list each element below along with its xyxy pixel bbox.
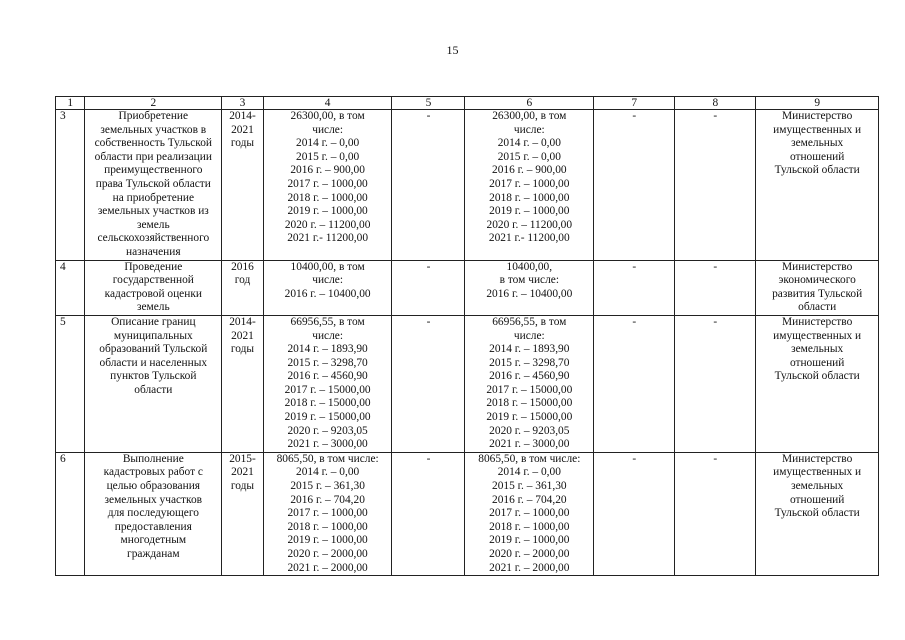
cell-line: 2021 г. – 2000,00: [287, 561, 368, 574]
cell-line: земель: [136, 301, 170, 314]
cell-line: 26300,00, в том: [290, 110, 365, 122]
cell-line: 8065,50, в том числе:: [276, 452, 379, 465]
table-row: [56, 452, 879, 575]
cell-line: 2017 г. – 1000,00: [489, 177, 570, 190]
cell-line: 2020 г. – 11200,00: [284, 218, 371, 231]
header-cell: 2: [85, 97, 222, 110]
cell-line: 2020 г. – 11200,00: [486, 218, 573, 231]
cell-line: 2017 г. – 15000,00: [284, 383, 371, 396]
column-7-cell: -: [594, 315, 675, 452]
cell-line: числе:: [312, 329, 344, 342]
cell-line: земельных участков из: [97, 205, 209, 218]
cell-line: 2014 г. – 1893,90: [489, 343, 570, 356]
row-number-cell: 3: [56, 110, 85, 261]
cell-line: области: [798, 301, 837, 314]
cell-line: 26300,00, в том: [492, 110, 567, 122]
executor-cell: [756, 260, 879, 315]
cell-line: сельскохозяйственного: [97, 232, 210, 245]
table-row: [56, 110, 879, 261]
cell-line: 2017 г. – 1000,00: [489, 507, 570, 520]
cell-line: числе:: [513, 123, 545, 136]
cell-line: имущественных и: [773, 329, 862, 342]
cell-line: 2016 г. – 704,20: [492, 493, 567, 506]
executor-cell: [756, 110, 879, 261]
cell-line: 2016: [231, 260, 254, 273]
program-table: [55, 96, 879, 576]
cell-line: Министерство: [782, 315, 853, 328]
cell-line: 2020 г. – 2000,00: [489, 548, 570, 560]
row-number-cell: 6: [56, 452, 85, 575]
cell-line: 2019 г. – 15000,00: [486, 411, 573, 424]
cell-line: 2021 г. – 3000,00: [489, 438, 570, 451]
cell-line: 66956,55, в том: [290, 315, 365, 328]
executor-cell: [756, 315, 879, 452]
cell-line: Тульской области: [774, 164, 860, 177]
cell-line: числе:: [312, 274, 344, 287]
table-row: [56, 260, 879, 315]
table-row: [56, 315, 879, 452]
cell-line: 2014-: [229, 110, 256, 122]
cell-line: 2017 г. – 1000,00: [287, 507, 368, 520]
cell-line: предоставления: [114, 520, 192, 533]
total-funding-cell: [263, 452, 392, 575]
cell-line: 2018 г. – 1000,00: [489, 520, 570, 533]
cell-line: кадастровой оценки: [104, 287, 202, 300]
cell-line: земельных участков: [104, 493, 203, 506]
header-cell: 1: [56, 97, 85, 110]
period-cell: [222, 452, 264, 575]
regional-budget-cell: [465, 110, 594, 261]
cell-line: Министерство: [782, 452, 853, 465]
cell-line: 2021 г.- 11200,00: [488, 232, 570, 245]
cell-line: 10400,00, в том: [290, 260, 365, 273]
cell-line: 2014 г. – 0,00: [296, 137, 360, 150]
activity-name-cell: [85, 315, 222, 452]
cell-line: 2015 г. – 361,30: [290, 480, 365, 493]
cell-line: гражданам: [127, 548, 180, 560]
cell-line: 2021 г.- 11200,00: [287, 232, 369, 245]
cell-line: Министерство: [782, 110, 853, 122]
cell-line: 2019 г. – 1000,00: [287, 205, 368, 218]
column-7-cell: -: [594, 452, 675, 575]
cell-line: 10400,00,: [506, 260, 553, 273]
cell-line: Выполнение: [122, 452, 184, 465]
cell-line: в том числе:: [499, 274, 559, 287]
cell-line: 2016 г. – 10400,00: [486, 287, 573, 300]
cell-line: Описание границ: [111, 315, 196, 328]
cell-line: Проведение: [124, 260, 183, 273]
cell-line: Приобретение: [118, 110, 189, 122]
cell-line: 2014 г. – 0,00: [497, 137, 561, 150]
cell-line: 2017 г. – 1000,00: [287, 177, 368, 190]
cell-line: 2014-: [229, 315, 256, 328]
column-8-cell: -: [675, 110, 756, 261]
column-7-cell: -: [594, 110, 675, 261]
cell-line: имущественных и: [773, 466, 862, 479]
cell-line: 2019 г. – 1000,00: [489, 534, 570, 547]
period-cell: [222, 260, 264, 315]
cell-line: 2015 г. – 3298,70: [287, 356, 368, 369]
column-5-cell: -: [392, 110, 465, 261]
cell-line: отношений: [789, 150, 845, 163]
regional-budget-cell: [465, 452, 594, 575]
total-funding-cell: [263, 315, 392, 452]
cell-line: 2018 г. – 15000,00: [284, 397, 371, 410]
cell-line: годы: [230, 343, 255, 356]
cell-line: имущественных и: [773, 123, 862, 136]
row-number-cell: 4: [56, 260, 85, 315]
column-7-cell: -: [594, 260, 675, 315]
column-8-cell: -: [675, 260, 756, 315]
cell-line: 2021: [231, 466, 254, 479]
cell-line: 2018 г. – 1000,00: [489, 191, 570, 204]
cell-line: Тульской области: [774, 370, 860, 383]
cell-line: 2014 г. – 0,00: [296, 466, 360, 479]
cell-line: 2016 г. – 900,00: [492, 164, 567, 177]
cell-line: для последующего: [107, 507, 199, 520]
header-cell: 5: [392, 97, 465, 110]
cell-line: 2016 г. – 4560,90: [287, 370, 368, 383]
cell-line: земель: [136, 218, 170, 231]
header-cell: 6: [465, 97, 594, 110]
cell-line: земельных: [791, 343, 844, 356]
cell-line: 2015-: [229, 452, 256, 465]
cell-line: Министерство: [782, 260, 853, 273]
page-number: 15: [446, 43, 459, 57]
cell-line: 2018 г. – 15000,00: [486, 397, 573, 410]
cell-line: собственность Тульской: [94, 137, 213, 150]
cell-line: 2021: [231, 123, 254, 136]
header-cell: 9: [756, 97, 879, 110]
period-cell: [222, 110, 264, 261]
cell-line: земельных: [791, 480, 844, 493]
cell-line: 8065,50, в том числе:: [478, 452, 581, 465]
total-funding-cell: [263, 260, 392, 315]
cell-line: год: [234, 274, 251, 287]
cell-line: экономического: [778, 274, 856, 287]
header-cell: 7: [594, 97, 675, 110]
cell-line: многодетным: [120, 534, 187, 547]
cell-line: 2021 г. – 3000,00: [287, 438, 368, 451]
cell-line: 2018 г. – 1000,00: [287, 191, 368, 204]
cell-line: Тульской области: [774, 507, 860, 520]
column-8-cell: -: [675, 452, 756, 575]
cell-line: 2016 г. – 704,20: [290, 493, 365, 506]
cell-line: пунктов Тульской: [110, 370, 197, 383]
header-row: [56, 97, 879, 110]
cell-line: кадастровых работ с: [103, 466, 203, 479]
row-number-cell: 5: [56, 315, 85, 452]
cell-line: права Тульской области: [95, 177, 211, 190]
column-5-cell: -: [392, 260, 465, 315]
cell-line: области и населенных: [99, 356, 208, 369]
cell-line: государственной: [112, 274, 194, 287]
cell-line: числе:: [312, 123, 344, 136]
cell-line: 2015 г. – 0,00: [497, 150, 561, 163]
cell-line: целью образования: [106, 480, 201, 493]
cell-line: 2020 г. – 2000,00: [287, 548, 368, 560]
cell-line: преимущественного: [104, 164, 203, 177]
cell-line: 2021: [231, 329, 254, 342]
cell-line: на приобретение: [112, 191, 195, 204]
cell-line: годы: [230, 137, 255, 150]
cell-line: земельных: [791, 137, 844, 150]
cell-line: образований Тульской: [99, 343, 208, 356]
column-5-cell: -: [392, 315, 465, 452]
activity-name-cell: [85, 260, 222, 315]
cell-line: области: [134, 383, 173, 396]
cell-line: 2020 г. – 9203,05: [489, 424, 570, 437]
table-body: [56, 110, 879, 576]
activity-name-cell: [85, 452, 222, 575]
cell-line: 2016 г. – 900,00: [290, 164, 365, 177]
cell-line: отношений: [789, 356, 845, 369]
activity-name-cell: [85, 110, 222, 261]
cell-line: 2015 г. – 3298,70: [489, 356, 570, 369]
period-cell: [222, 315, 264, 452]
cell-line: 2014 г. – 1893,90: [287, 343, 368, 356]
header-cell: 8: [675, 97, 756, 110]
cell-line: 2015 г. – 361,30: [492, 480, 567, 493]
cell-line: области при реализации: [94, 150, 212, 163]
cell-line: 66956,55, в том: [492, 315, 567, 328]
regional-budget-cell: [465, 315, 594, 452]
cell-line: 2018 г. – 1000,00: [287, 520, 368, 533]
cell-line: назначения: [126, 245, 181, 258]
column-8-cell: -: [675, 315, 756, 452]
cell-line: 2016 г. – 10400,00: [284, 287, 371, 300]
cell-line: годы: [230, 480, 255, 493]
cell-line: 2015 г. – 0,00: [296, 150, 360, 163]
cell-line: 2014 г. – 0,00: [497, 466, 561, 479]
cell-line: 2020 г. – 9203,05: [287, 424, 368, 437]
cell-line: отношений: [789, 493, 845, 506]
header-cell: 4: [263, 97, 392, 110]
cell-line: 2021 г. – 2000,00: [489, 561, 570, 574]
total-funding-cell: [263, 110, 392, 261]
column-5-cell: -: [392, 452, 465, 575]
cell-line: 2019 г. – 1000,00: [287, 534, 368, 547]
cell-line: 2016 г. – 4560,90: [489, 370, 570, 383]
regional-budget-cell: [465, 260, 594, 315]
cell-line: числе:: [513, 329, 545, 342]
cell-line: 2019 г. – 1000,00: [489, 205, 570, 218]
cell-line: 2017 г. – 15000,00: [486, 383, 573, 396]
cell-line: развития Тульской: [772, 287, 863, 300]
cell-line: муниципальных: [113, 329, 193, 342]
header-cell: 3: [222, 97, 264, 110]
cell-line: 2019 г. – 15000,00: [284, 411, 371, 424]
cell-line: земельных участков в: [100, 123, 207, 136]
executor-cell: [756, 452, 879, 575]
